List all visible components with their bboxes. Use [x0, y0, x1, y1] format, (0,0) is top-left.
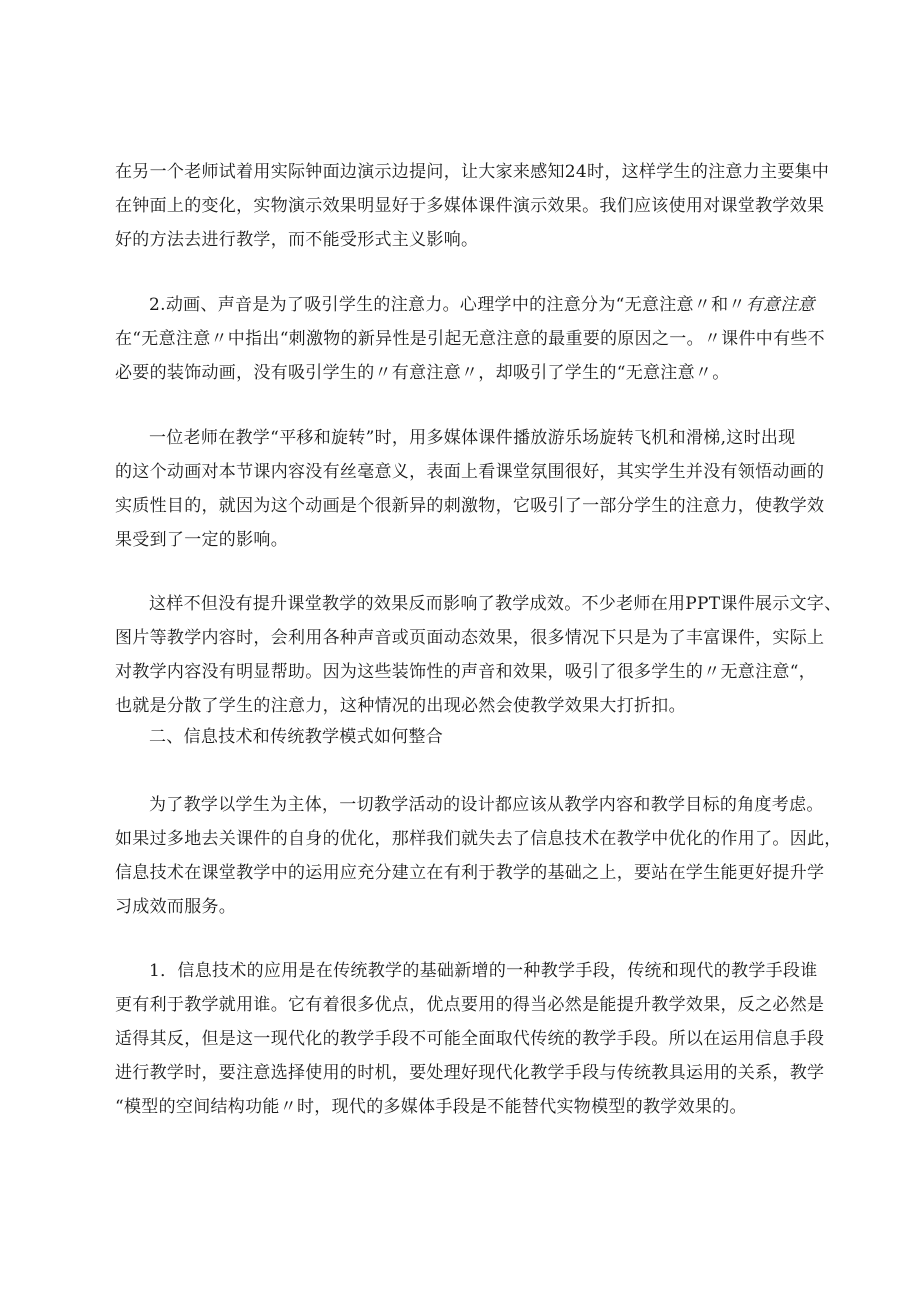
- text-line: 图片等教学内容时，会利用各种声音或页面动态效果，很多情况下只是为了丰富课件，实际上: [115, 628, 825, 648]
- text-line: 适得其反，但是这一现代化的教学手段不可能全面取代传统的教学手段。所以在运用信息手段: [115, 1029, 825, 1049]
- paragraph-attention-types: [115, 288, 825, 390]
- text-line: 果受到了一定的影响。: [115, 530, 288, 550]
- text-line: “模型的空间结构功能〃时，现代的多媒体手段是不能替代实物模型的教学效果的。: [115, 1097, 747, 1117]
- text-line: 实质性目的，就因为这个动画是个很新异的刺激物，它吸引了一部分学生的注意力，使教学效: [115, 496, 825, 516]
- text-line: 更有利于教学就用谁。它有着很多优点，优点要用的得当必然是能提升教学效果，反之必然是: [115, 995, 825, 1015]
- text-line: 信息技术在课堂教学中的运用应充分建立在有利于教学的基础之上，要站在学生能更好提升学: [115, 863, 825, 883]
- paragraph-rotation-example: [115, 421, 825, 557]
- section-heading: [115, 720, 815, 754]
- text-line: 这样不但没有提升课堂教学的效果反而影响了教学成效。不少老师在用PPT课件展示文字、: [149, 594, 842, 614]
- text-line: 也就是分散了学生的注意力，这种情况的出现必然会使教学效果大打折扣。: [115, 696, 686, 716]
- heading-text: 二、信息技术和传统教学模式如何整合: [149, 727, 444, 747]
- text-line: 对教学内容没有明显帮助。因为这些装饰性的声音和效果，吸引了很多学生的〃无意注意“，: [115, 662, 816, 682]
- text-line: 好的方法去进行教学，而不能受形式主义影响。: [115, 230, 479, 250]
- paragraph-ppt-effects: [115, 587, 842, 723]
- text-line: 在钟面上的变化，实物演示效果明显好于多媒体课件演示效果。我们应该使用对课堂教学效果: [115, 196, 825, 216]
- text-line: 在另一个老师试着用实际钟面边演示边提问，让大家来感知24时，这样学生的注意力主要集中: [115, 162, 830, 182]
- paragraph-it-application: [115, 954, 825, 1124]
- text-line: 习成效而服务。: [115, 897, 237, 917]
- italic-text-segment: 有意注意: [745, 295, 815, 315]
- text-line: 在“无意注意〃中指出“刺激物的新异性是引起无意注意的最重要的原因之一。〃课件中有些不: [115, 329, 825, 349]
- text-line: [115, 288, 815, 322]
- text-line: 必要的装饰动画，没有吸引学生的〃有意注意〃，却吸引了学生的“无意注意〃。: [115, 363, 730, 383]
- text-segment: 2.动画、声音是为了吸引学生的注意力。心理学中的注意分为“无意注意〃和〃: [149, 295, 746, 315]
- text-line: 一位老师在教学“平移和旋转”时，用多媒体课件播放游乐场旋转飞机和滑梯,这时出现: [149, 428, 796, 448]
- text-line: 如果过多地去关课件的自身的优化，那样我们就失去了信息技术在教学中优化的作用了。因此，: [115, 829, 842, 849]
- paragraph-student-centered: [115, 788, 842, 924]
- text-line: 1．信息技术的应用是在传统教学的基础新增的一种教学手段，传统和现代的教学手段谁: [149, 961, 818, 981]
- text-line: 为了教学以学生为主体，一切教学活动的设计都应该从教学内容和教学目标的角度考虑。: [149, 795, 824, 815]
- paragraph-clock-demo: [115, 155, 830, 257]
- text-line: 进行教学时，要注意选择使用的时机，要处理好现代化教学手段与传统教具运用的关系，教学: [115, 1063, 825, 1083]
- text-line: 的这个动画对本节课内容没有丝毫意义，表面上看课堂氛围很好，其实学生并没有领悟动画的: [115, 462, 825, 482]
